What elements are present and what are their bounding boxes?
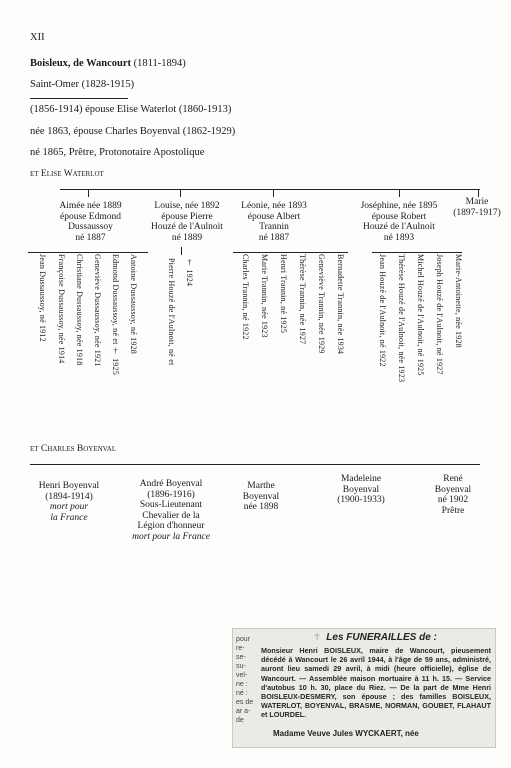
child-line: Houzé de l'Aulnoit [363, 222, 435, 232]
grandchild: Antoine Dussaussoy, né 1928 [129, 254, 138, 354]
grandchild: Marie-Antoinette, née 1928 [454, 254, 463, 348]
child-line: Trannin [259, 222, 289, 232]
grandchild: Thérèse Trannin, née 1927 [298, 254, 307, 345]
child-line: Prêtre [441, 505, 465, 516]
child-line: Chevalier de la [142, 510, 200, 521]
child-line: Marthe [247, 481, 275, 491]
child-line: née 1898 [243, 502, 279, 512]
child-line: épouse Albert [247, 211, 301, 222]
grandchild: Geneviève Dussaussoy, née 1921 [93, 254, 102, 367]
grandchild: Michel Houzé de l'Aulnoit, né 1925 [416, 254, 425, 376]
page-number: XII [30, 32, 45, 43]
tick-4 [399, 189, 400, 197]
child-line: né 1889 [171, 232, 203, 243]
entry-1: (1856-1914) épouse Elise Waterlot (1860-1913) [30, 104, 232, 115]
child-josephine [352, 201, 446, 243]
grandchild: Edmond Dussaussoy, né et † 1925 [111, 254, 120, 375]
child-marthe [228, 481, 294, 513]
grandchild-stem-louise [181, 247, 182, 255]
child-line: Boyenval [342, 484, 380, 495]
grandchild: Henri Trannin, né 1925 [279, 254, 288, 334]
cross-icon: ✝ [313, 632, 327, 643]
tick-3 [273, 189, 274, 197]
child-line: Dussaussoy [68, 222, 113, 232]
heading-rule [30, 98, 128, 99]
child-marie [448, 197, 506, 218]
branch1-bar [60, 189, 480, 190]
place-line [30, 79, 134, 91]
child-line: (1900-1933) [337, 495, 385, 505]
child-henri [24, 481, 114, 523]
clipping-left-fragments: pour re- se- su- vel- ne : né : es de ar a- de [236, 636, 254, 724]
child-andre [118, 479, 224, 542]
tick-2 [180, 189, 181, 197]
child-line: Léonie, née 1893 [241, 201, 307, 211]
child-madeleine [318, 474, 404, 506]
child-line: Marie [465, 197, 489, 207]
child-line: Madeleine [340, 474, 382, 484]
grandchild: Marie Trannin, née 1923 [260, 254, 269, 338]
child-line: André Boyenval [139, 479, 203, 489]
tick-5 [478, 189, 479, 197]
grandchild: † 1924 [185, 258, 194, 287]
branch1-label: et Elise Waterlot [30, 169, 104, 179]
child-line: Sous-Lieutenant [139, 500, 203, 510]
grandchild: Françoise Dussaussoy, née 1914 [57, 254, 66, 364]
child-line: Louise, née 1892 [154, 201, 220, 211]
clipping-body: Monsieur Henri BOISLEUX, maire de Wancourt, pieusement décédé à Wancourt le 26 avril 1944, à l'âge de 59 ans, administré, auront lieu samedi 29 avril, à midi (heure officielle), église de Wancourt. — Assemblée maison mortuaire à 11 h. 15. — Service d'autobus 10 h. 30, place du Riez. — De la part de Mme Henri BOISLEUX-DESMERY, son épouse ; des familles BOISLEUX, WATERLOT, BOYENVAL, BRASME, NORMAN, GOUBET, FLAHAUT et LOURDEL. [261, 646, 491, 720]
child-line: Joséphine, née 1895 [360, 201, 438, 211]
child-line: la France [50, 512, 88, 523]
child-line: né 1887 [75, 232, 106, 243]
child-line: mort pour [49, 502, 89, 512]
child-line: Légion d'honneur [137, 521, 205, 531]
child-line: né 1902 [437, 495, 469, 505]
branch2-bar [30, 464, 480, 465]
heading-line [30, 58, 186, 70]
child-louise [148, 201, 226, 243]
entry-3: né 1865, Prêtre, Protonotaire Apostolique [30, 147, 205, 158]
branch2-label: et Charles Boyenval [30, 444, 117, 454]
grandchild: Thérèse Houzé de l'Aulnoit, née 1923 [397, 254, 406, 383]
grandchild: Geneviève Trannin, née 1929 [317, 254, 326, 354]
heading-years: (1811-1894) [133, 58, 186, 69]
clipping-signature: Madame Veuve Jules WYCKAERT, née [273, 729, 419, 738]
child-line: né 1887 [258, 232, 290, 243]
child-line: Henri Boyenval [38, 481, 100, 491]
child-line: mort pour la France [132, 531, 210, 542]
child-line: épouse Robert [371, 211, 427, 222]
child-leonie [233, 201, 315, 243]
grandchild-bar-josephine [372, 252, 462, 253]
clipping-title [257, 632, 493, 643]
place-years: (1828-1915) [81, 79, 135, 90]
grandchild: Charles Trannin, né 1922 [241, 254, 250, 340]
child-line: Boyenval [242, 491, 280, 502]
child-line: René [443, 474, 463, 484]
child-line: épouse Edmond [60, 211, 121, 222]
grandchild: Jean Dussaussoy, né 1912 [38, 254, 47, 342]
grandchild-bar-leonie [233, 252, 348, 253]
clipping-title-text: Les FUNERAILLES de : [326, 632, 437, 643]
child-line: (1894-1914) [45, 491, 93, 502]
grandchild: Bernadette Trannin, née 1934 [336, 254, 345, 355]
entry-2: née 1863, épouse Charles Boyenval (1862-1929) [30, 126, 236, 137]
child-line: (1897-1917) [453, 207, 501, 218]
grandchild-bar-aimee [28, 252, 148, 253]
grandchild: Joseph Houzé de l'Aulnoit, né 1927 [435, 254, 444, 375]
child-line: épouse Pierre [161, 211, 213, 222]
child-line: né 1893 [383, 232, 415, 243]
grandchild: Pierre Houzé de l'Aulnoit, né et [167, 258, 176, 366]
grandchild: Christiane Dussaussoy, née 1918 [75, 254, 84, 366]
child-line: Houzé de l'Aulnoit [151, 222, 223, 232]
tick-1 [88, 189, 89, 197]
child-line: Boyenval [434, 484, 472, 495]
newspaper-clipping [232, 628, 496, 748]
child-line: Aimée née 1889 [59, 201, 122, 211]
place-name: Saint-Omer [30, 79, 79, 90]
child-line: (1896-1916) [147, 489, 195, 500]
child-aimee [28, 201, 153, 243]
heading-name: Boisleux, de Wancourt [30, 58, 132, 69]
grandchild: Jean Houzé de l'Aulnoit, né 1922 [378, 254, 387, 367]
child-rene [418, 474, 488, 516]
